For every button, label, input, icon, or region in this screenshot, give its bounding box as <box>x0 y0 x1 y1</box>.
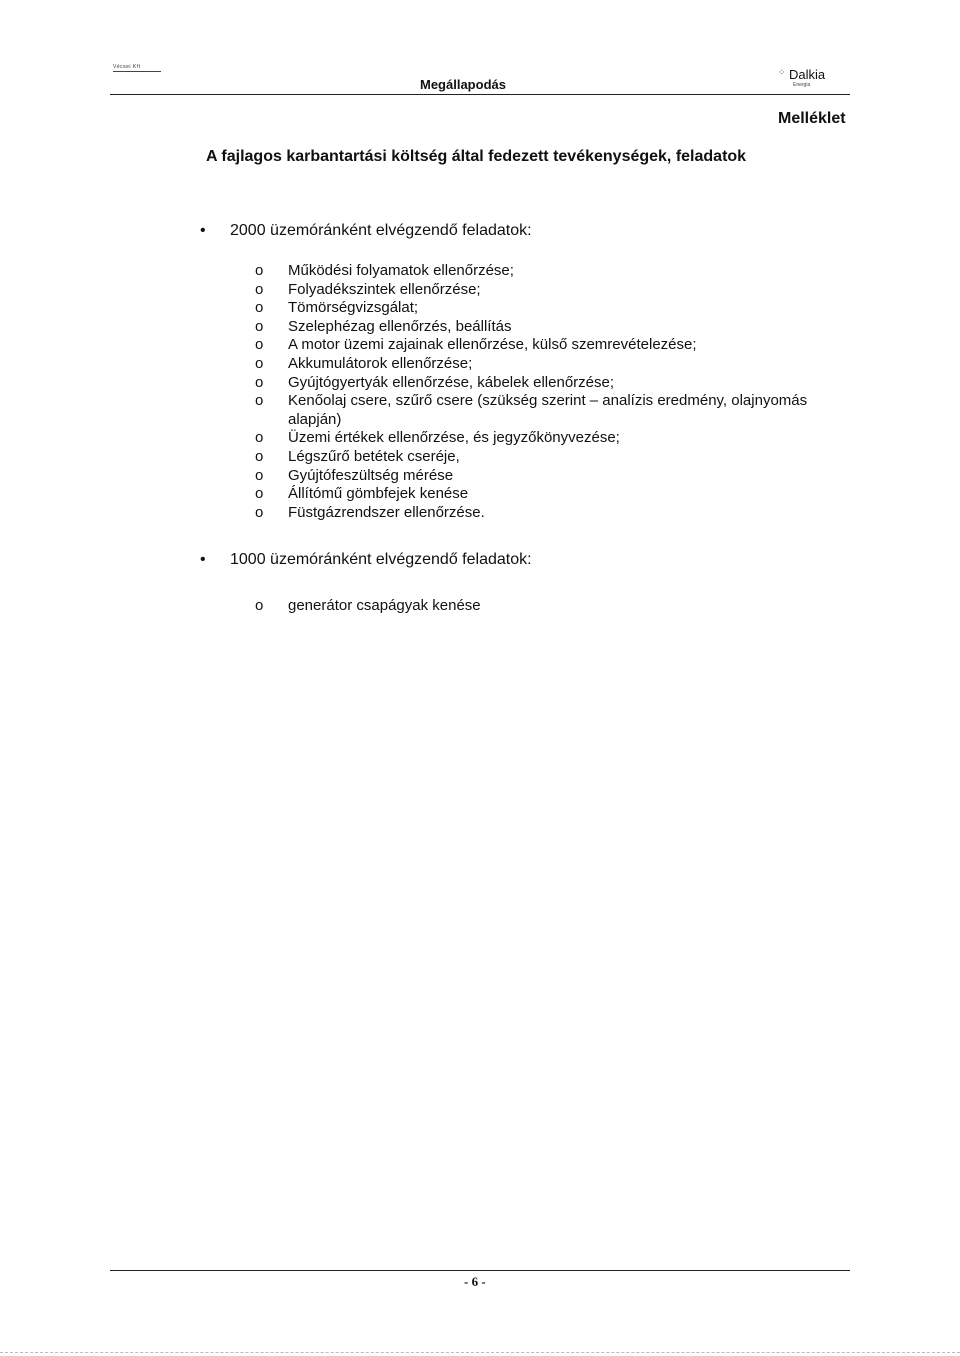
list-item <box>255 597 808 616</box>
section-title: 2000 üzemóránként elvégzendő feladatok: <box>230 222 532 239</box>
list-marker-icon: o <box>255 466 264 484</box>
list-marker-icon: o <box>255 597 264 614</box>
left-header-logo <box>113 64 161 72</box>
list-marker-icon: o <box>255 485 264 503</box>
list-item <box>255 392 808 429</box>
annex-label: Melléklet <box>778 110 846 127</box>
list-item <box>255 467 808 486</box>
list-item-text: Gyújtógyertyák ellenőrzése, kábelek ellenőrzése; <box>288 373 615 391</box>
list-item <box>255 262 808 281</box>
bullet-icon: • <box>200 222 206 239</box>
list-item <box>255 448 808 467</box>
list-item-text: generátor csapágyak kenése <box>288 597 481 614</box>
list-item-text: Üzemi értékek ellenőrzése, és jegyzőkönyvezése; <box>288 429 620 447</box>
list-item-text: Állítómű gömbfejek kenése <box>288 485 469 503</box>
list-item-text: Tömörségvizsgálat; <box>288 299 419 317</box>
list-marker-icon: o <box>255 392 264 410</box>
list-item-text: Füstgázrendszer ellenőrzése. <box>288 503 485 521</box>
header-title: Megállapodás <box>420 77 506 92</box>
left-header-logo-underline <box>113 71 161 72</box>
list-marker-icon: o <box>255 262 264 279</box>
left-header-logo-text: Vécsei Kft <box>113 64 141 70</box>
list-marker-icon: o <box>255 503 264 521</box>
list-item-text: Folyadékszintek ellenőrzése; <box>288 280 481 298</box>
page-number: - 6 - <box>464 1274 486 1289</box>
list-item-text: Gyújtófeszültség mérése <box>288 466 454 484</box>
list-item-text: A motor üzemi zajainak ellenőrzése, külső szemrevételezése; <box>288 336 697 354</box>
document-heading: A fajlagos karbantartási költség által fedezett tevékenységek, feladatok <box>206 148 747 165</box>
list-marker-icon: o <box>255 373 264 391</box>
list-marker-icon: o <box>255 336 264 354</box>
list-item-text: Szelephézag ellenőrzés, beállítás <box>288 317 512 335</box>
brand-subtitle: Energia <box>793 82 811 88</box>
brand-dots-icon: ⁘ <box>778 67 786 77</box>
list-item-text: Légszűrő betétek cseréje, <box>288 447 460 465</box>
list-item <box>255 429 808 448</box>
list-marker-icon: o <box>255 354 264 372</box>
list-item <box>255 318 808 337</box>
list-marker-icon: o <box>255 299 264 317</box>
header-divider <box>110 94 850 95</box>
list-item <box>255 336 808 355</box>
task-list-1000-hours <box>255 597 808 616</box>
list-marker-icon: o <box>255 429 264 447</box>
list-marker-icon: o <box>255 447 264 465</box>
list-item-text: Akkumulátorok ellenőrzése; <box>288 354 473 372</box>
section-title: 1000 üzemóránként elvégzendő feladatok: <box>230 551 532 568</box>
list-marker-icon: o <box>255 280 264 298</box>
list-item-text: Kenőolaj csere, szűrő csere (szükség szerint – analízis eredmény, olajnyomás alapján) <box>288 392 808 428</box>
list-item <box>255 299 808 318</box>
list-item <box>255 374 808 393</box>
list-marker-icon: o <box>255 317 264 335</box>
footer-divider <box>110 1270 850 1271</box>
list-item <box>255 355 808 374</box>
list-item <box>255 281 808 300</box>
bullet-icon: • <box>200 551 206 568</box>
scan-bottom-edge <box>0 1352 960 1354</box>
task-list-2000-hours <box>255 262 808 522</box>
list-item <box>255 485 808 504</box>
list-item-text: Működési folyamatok ellenőrzése; <box>288 262 514 279</box>
list-item <box>255 504 808 523</box>
brand-name: Dalkia <box>789 67 826 82</box>
